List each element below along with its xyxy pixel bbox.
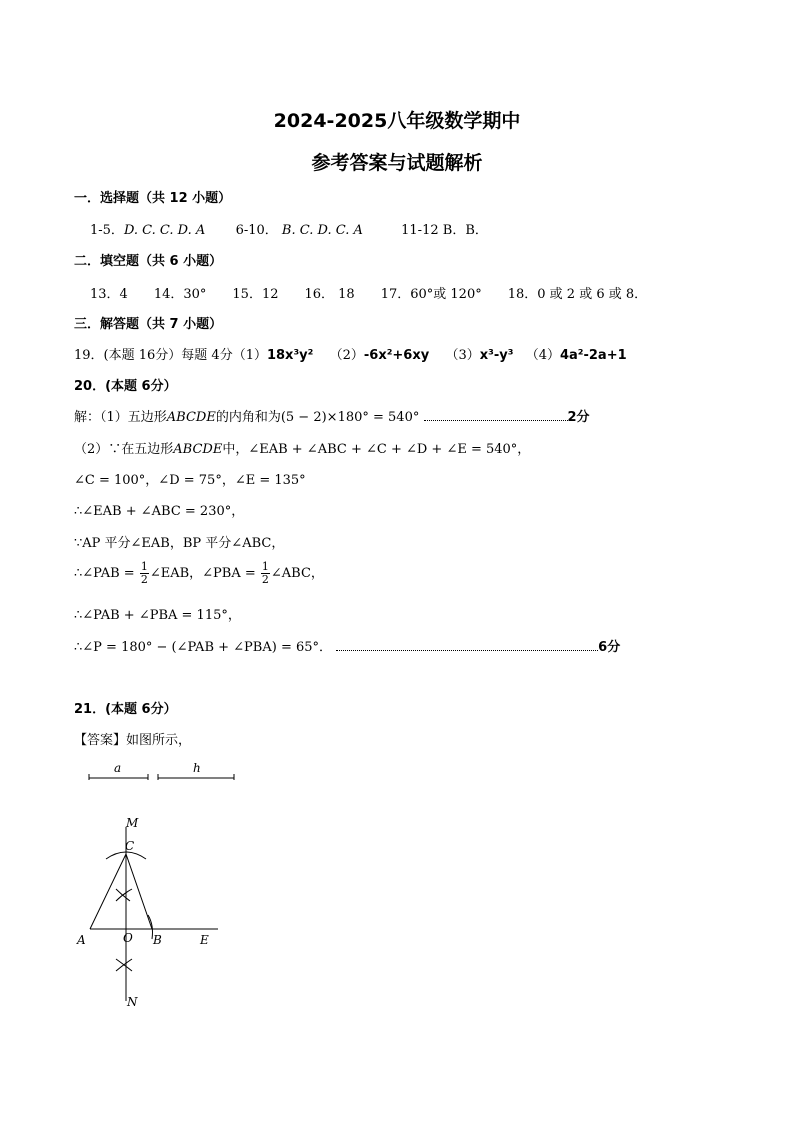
q20-line-2-text: （2）∵在五边形 bbox=[74, 442, 174, 457]
section-1-heading: 一．选择题（共 12 小题） bbox=[74, 191, 232, 206]
side-cb bbox=[126, 854, 152, 929]
q20-line-7: ∴∠PAB + ∠PBA = 115°， bbox=[74, 608, 241, 623]
q19-label-4: （4） bbox=[525, 348, 560, 363]
section-2-heading: 二．填空题（共 6 小题） bbox=[74, 254, 223, 269]
q20-line-1-formula: 的内角和为(5 − 2)×180° = 540° bbox=[215, 410, 420, 425]
fraction-numerator-2: 1 bbox=[261, 560, 269, 573]
q20-line-4: ∴∠EAB + ∠ABC = 230°， bbox=[74, 504, 245, 519]
q20-pentagon-name-2: ABCDE bbox=[173, 442, 223, 457]
fraction-denominator: 2 bbox=[140, 573, 148, 586]
q20-score-2: 6分 bbox=[598, 640, 621, 655]
point-o-label: O bbox=[123, 931, 133, 945]
fraction-one-half bbox=[140, 561, 149, 586]
q19-label-2: （2） bbox=[329, 348, 364, 363]
q20-line-6-mid: ∠EAB，∠PBA = bbox=[149, 566, 256, 581]
q20-line-5: ∵AP 平分∠EAB，BP 平分∠ABC， bbox=[74, 536, 285, 551]
q21-heading: 21．(本题 6分） bbox=[74, 702, 177, 717]
page-title: 2024-2025八年级数学期中 bbox=[273, 110, 521, 132]
q20-line-6-lhs: ∴∠PAB = bbox=[74, 566, 135, 581]
section-3-heading: 三．解答题（共 7 小题） bbox=[74, 317, 223, 332]
q19-answer-4: 4a²-2a+1 bbox=[559, 348, 627, 363]
q20-line-2-formula: 中，∠EAB + ∠ABC + ∠C + ∠D + ∠E = 540°， bbox=[222, 442, 531, 457]
q20-score-1: 2分 bbox=[567, 410, 590, 425]
q20-line-2 bbox=[74, 438, 530, 457]
q20-heading: 20．(本题 6分） bbox=[74, 379, 177, 394]
point-c-label: C bbox=[125, 839, 135, 853]
q19-answer-3: x³-y³ bbox=[479, 348, 514, 363]
q19-answer-1: 18x³y² bbox=[266, 348, 314, 363]
fraction-numerator: 1 bbox=[140, 560, 148, 573]
segment-a-label: a bbox=[114, 761, 122, 775]
q19-answer-2: -6x²+6xy bbox=[363, 348, 430, 363]
side-ac bbox=[90, 854, 126, 929]
q20-line-6 bbox=[74, 561, 324, 586]
section-1-answers bbox=[90, 219, 488, 238]
q19-line bbox=[74, 344, 627, 363]
fraction-one-half-2 bbox=[261, 561, 270, 586]
q20-line-1 bbox=[74, 406, 590, 425]
q20-pentagon-name: ABCDE bbox=[166, 410, 216, 425]
page-subtitle: 参考答案与试题解析 bbox=[311, 152, 483, 174]
answers-11-12: B．B． bbox=[442, 223, 488, 238]
point-m-label: M bbox=[126, 816, 139, 830]
q20-line-3: ∠C = 100°，∠D = 75°，∠E = 135° bbox=[74, 473, 306, 488]
q19-label-3: （3） bbox=[445, 348, 480, 363]
q20-leader-dots-2 bbox=[336, 640, 598, 651]
construction-figure bbox=[60, 755, 260, 1020]
point-a-label: A bbox=[77, 933, 86, 947]
answers-6-10-label: 6-10． bbox=[235, 223, 278, 238]
answers-6-10: B. C. D. C. A bbox=[281, 223, 363, 238]
point-n-label: N bbox=[127, 995, 138, 1009]
q20-line-1-text: 解：（1）五边形 bbox=[74, 410, 167, 425]
q20-leader-dots-1 bbox=[424, 410, 568, 421]
section-2-answers: 13．4 14．30° 15．12 16． 18 17．60°或 120° 18．0 或 2 或 6 或 8． bbox=[90, 287, 648, 302]
q20-line-8 bbox=[74, 636, 620, 655]
segment-h-label: h bbox=[193, 761, 201, 775]
answers-11-12-label: 11-12 bbox=[401, 223, 439, 238]
answers-1-5-label: 1-5． bbox=[90, 223, 124, 238]
fraction-denominator-2: 2 bbox=[261, 573, 269, 586]
answers-1-5: D. C. C. D. A bbox=[123, 223, 206, 238]
q20-line-8-text: ∴∠P = 180° − (∠PAB + ∠PBA) = 65°． bbox=[74, 640, 333, 655]
q19-prefix: 19．(本题 16分）每题 4分（1） bbox=[74, 348, 267, 363]
point-e-label: E bbox=[200, 933, 209, 947]
q21-answer: 【答案】如图所示， bbox=[74, 733, 192, 748]
q20-line-6-end: ∠ABC， bbox=[270, 566, 324, 581]
point-b-label: B bbox=[153, 933, 162, 947]
